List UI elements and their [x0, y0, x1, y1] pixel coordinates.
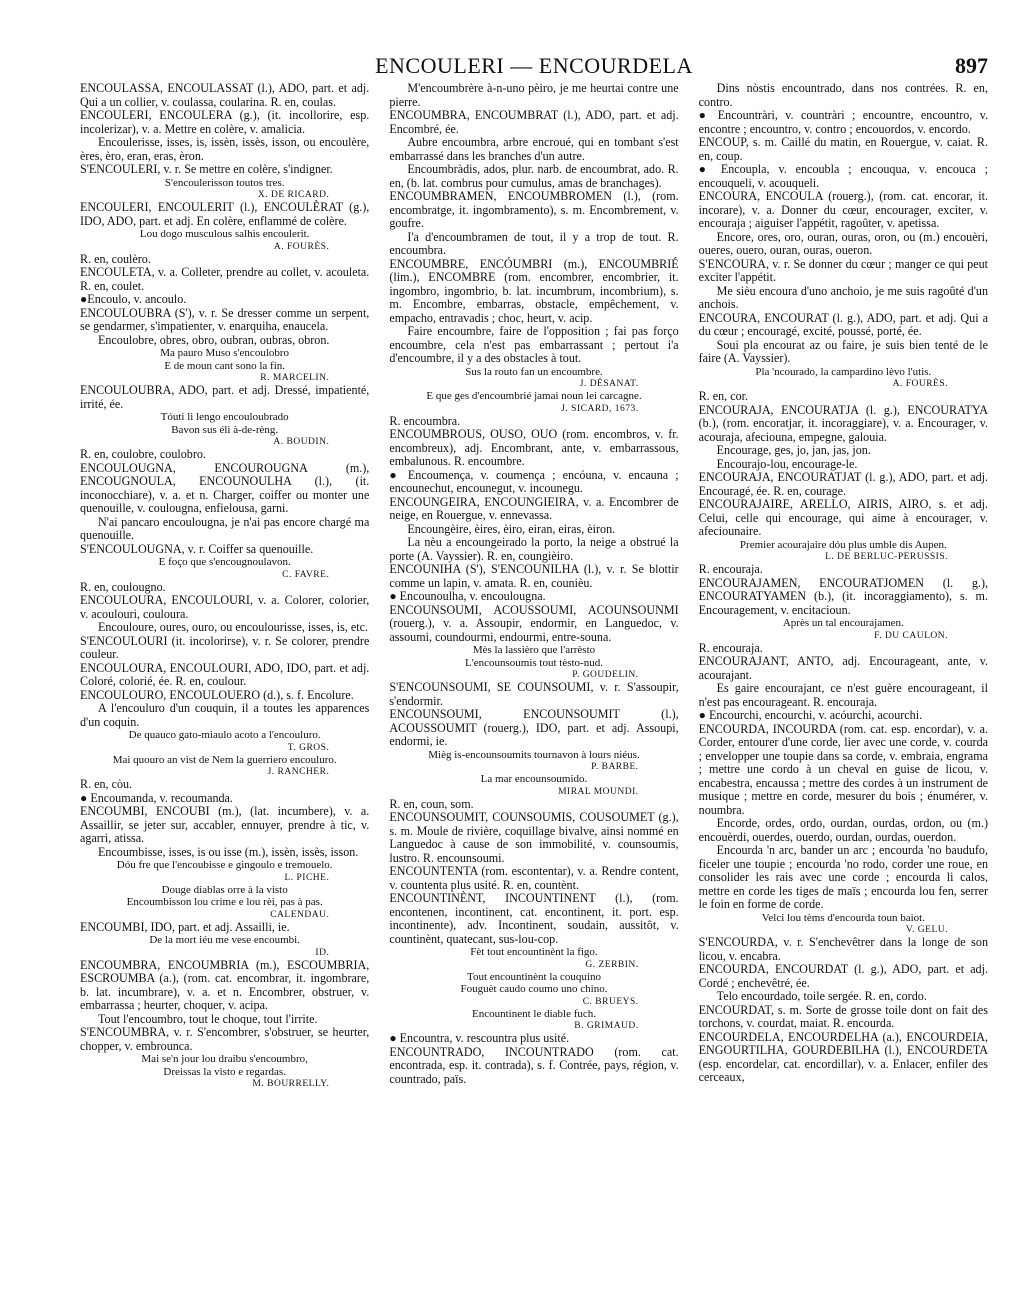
quote-author: J. RANCHER. [267, 767, 330, 777]
dictionary-entry: ● Encounoulha, v. encoulougna. [389, 589, 546, 603]
quotation-line: De la mort iéu me vese encoumbi. [149, 934, 300, 946]
running-head-title: ENCOULERI — ENCOURDELA [375, 53, 693, 78]
dictionary-entry: Me sièu encoura d'uno anchoio, je me suis ragoûté d'un anchois. [698, 283, 988, 311]
dictionary-entry: ● Encourchi, encourchi, v. acóurchi, acourchi. [698, 708, 923, 722]
dictionary-entry: ENCOUNSOUMI, ENCOUNSOUMIT (l.), ACOUSSOUMIT (rouerg.), IDO, part. et adj. Assoupi, endormi, ie. [389, 707, 679, 748]
dictionary-entry: ENCOUP, s. m. Caillé du matin, en Rouergue, v. caiat. R. en, coup. [698, 135, 988, 163]
dictionary-entry: S'ENCOULOURI (it. incolorirse), v. r. Se colorer, prendre couleur. [80, 633, 370, 661]
column-right [699, 82, 988, 1090]
quotation-line: Bavon sus éli à-de-rèng. [171, 423, 279, 436]
dictionary-entry: ENCOULOUBRA (S'), v. r. Se dresser comme un serpent, se gendarmer, s'impatienter, v. enarquiha, enaucela. [80, 305, 370, 333]
dictionary-entry: R. encouraja. [698, 640, 763, 655]
dictionary-entry: ENCOURA, ENCOULA (rouerg.), (rom. cat. encorar, it. incorare), v. a. Donner du cœur, encourager, exciter, v. encouraja ; aiguiser l'appétit, ragoûter, v. apetissa. [698, 189, 988, 230]
quotation-line: Mièg is-encounsoumits tournavon à lours niéus. [428, 748, 640, 761]
quotation-line: Encountinent le diable fuch. [471, 1007, 596, 1020]
dictionary-entry: ENCOUMBI, IDO, part. et adj. Assailli, ie. [80, 919, 290, 934]
dictionary-entry: Tout l'encoumbro, tout le choque, tout l'irrite. [98, 1011, 318, 1026]
quotation-line: Mai se'n jour lou draibu s'encoumbro, [141, 1053, 308, 1065]
quote-author: F. DU CAULON. [874, 630, 948, 641]
dictionary-entry: R. en, coulobre, coulobro. [80, 447, 206, 461]
quote-author: CALENDAU. [270, 909, 330, 920]
quotation-line: Tout encountinènt la couquino [467, 970, 601, 983]
dictionary-entry: ENCOULOURO, ENCOULOUERO (d.), s. f. Encolure. [80, 687, 354, 702]
dictionary-entry: Soui pla encourat az ou faire, je suis bien tenté de le faire (A. Vayssier). [698, 337, 988, 365]
dictionary-entry: ENCOULETA, v. a. Colleter, prendre au collet, v. acouleta. R. en, coulet. [80, 265, 370, 293]
dictionary-entry: S'ENCOUNSOUMI, SE COUNSOUMI, v. r. S'assoupir, s'endormir. [389, 680, 679, 708]
dictionary-entry: Encourda 'n arc, bander un arc ; encourda 'no baudufo, ficeler une toupie ; encourda 'no rodo, corder une roue, en consolider les rais avec une corde ; encourda li calos, mettre en corde les tiges de maïs ; encourda lou fen, serrer le foin en forme de corde. [698, 843, 988, 911]
dictionary-entry: ENCOURAJA, ENCOURATJA (l. g.), ENCOURATYA (b.), (rom. encoratjar, it. incoraggiare), v. a. Encourager, v. acouraja, afeciouna, empegne, galouia. [698, 402, 988, 444]
quote-author: P. BARBE. [591, 762, 639, 772]
quotation-line: E que ges d'encoumbrié jamai noun lei carcagne. [426, 390, 642, 402]
dictionary-entry: Encoungèire, èires, èiro, eiran, eiras, èiron. [407, 521, 616, 536]
quotation-line: Encoumbisson lou crime e lou rèi, pas à pas. [126, 896, 323, 908]
dictionary-entry: Dins nòstis encountrado, dans nos contrées. R. en, contro. [698, 82, 988, 109]
dictionary-entry: ● Encoupla, v. encoubla ; encouqua, v. encouca ; encouqueli, v. acouqueli. [698, 162, 988, 190]
running-head [80, 53, 988, 79]
quote-author: J. SICARD, 1673. [561, 403, 639, 414]
quotation-line: De quauco gato-miaulo acoto a l'encouluro. [128, 729, 321, 741]
dictionary-entry: ENCOUNGEIRA, ENCOUNGIEIRA, v. a. Encombrer de neige, en Rouergue, v. ennevassa. [389, 494, 679, 522]
quotation-line: Premier acourajaire dóu plus umble dis Aupen. [739, 538, 947, 551]
dictionary-entry: ● Encoumanda, v. recoumanda. [80, 790, 233, 805]
quote-author: M. BOURRELLY. [252, 1079, 330, 1089]
quotation-line: Fèt tout encountinènt la figo. [470, 946, 598, 958]
dictionary-entry: S'ENCOURDA, v. r. S'enchevêtrer dans la longe de son licou, v. encabra. [698, 935, 988, 963]
quote-author: V. GELU. [905, 925, 948, 935]
dictionary-entry: Encoumbisse, isses, is ou isse (m.), issèn, issès, isson. [98, 844, 359, 859]
quotation-line: E foço que s'encougnoulavon. [158, 556, 291, 568]
dictionary-entry: ENCOUNIHA (S'), S'ENCOUNILHA (l.), v. r. Se blottir comme un lapin, v. amata. R. en, counièu. [389, 562, 679, 590]
dictionary-entry: N'ai pancaro encoulougna, je n'ai pas encore chargé ma quenouille. [80, 514, 370, 542]
page-number: 897 [955, 53, 988, 78]
dictionary-entry: Aubre encoumbra, arbre encroué, qui en tombant s'est embarrassé dans les branches d'un autre. [389, 135, 679, 163]
quotation-line: Mès la lassièro que l'arrèsto [472, 644, 596, 656]
column-middle [389, 82, 678, 1090]
dictionary-entry: ENCOUMBRA, ENCOUMBRIA (m.), ESCOUMBRIA, ESCROUMBA (a.), (rom. cat. encombrar, it. ingombrare, b. lat. incumbrare), v. a. et n. Encombrer, obstruer, v. embarrassa ; heurter, choquer, v. acipa. [80, 957, 370, 1012]
dictionary-entry: R. en, coulèro. [80, 251, 151, 266]
dictionary-entry: ENCOUNTENTA (rom. escontentar), v. a. Rendre content, v. countenta plus usité. R. en, countènt. [389, 864, 679, 892]
dictionary-entry: M'encoumbrère à-n-uno pèiro, je me heurtai contre une pierre. [389, 82, 679, 109]
dictionary-entry: S'ENCOUMBRA, v. r. S'encombrer, s'obstruer, se heurter, chopper, v. embrounca. [80, 1025, 370, 1053]
quote-author: R. MARCELIN. [260, 373, 330, 383]
quote-author: B. GRIMAUD. [574, 1021, 639, 1031]
dictionary-entry: La nèu a encoungeirado la porto, la neige a obstrué la porte (A. Vayssier). R. en, coungièiro. [389, 535, 679, 563]
dictionary-entry: ENCOURDA, ENCOURDAT (l. g.), ADO, part. et adj. Cordé ; enchevêtré, ée. [698, 962, 988, 990]
dictionary-entry: ENCOULOURA, ENCOULOURI, v. a. Colorer, colorier, v. acoulouri, couloura. [80, 593, 370, 621]
quote-author: C. FAVRE. [282, 569, 330, 580]
text-columns [80, 82, 988, 1090]
dictionary-entry: Encouloure, oures, ouro, ou encoulourisse, isses, is, etc. [98, 620, 369, 634]
dictionary-entry: ENCOURDELA, ENCOURDELHA (a.), ENCOURDEIA, ENGOURTILHA, GOURDEBILHA (l.), ENCOURDETA (esp. encordelar, cat. encordillar), v. a. Enlacer, enfiler des cerceaux, [698, 1029, 988, 1084]
dictionary-entry: ENCOULERI, ENCOULERIT (l.), ENCOULÈRAT (g.), IDO, ADO, part. et adj. En colère, enflammé de colère. [80, 200, 370, 228]
quotation-line: Pla 'ncourado, la campardino lèvo l'utis. [755, 365, 932, 378]
quote-author: G. ZERBIN. [585, 959, 639, 970]
dictionary-entry: Encourage, ges, jo, jan, jas, jon. [716, 443, 871, 457]
quotation-line: Dreissas la visto e regardas. [163, 1065, 286, 1078]
dictionary-entry: ● Encoumença, v. coumença ; encóuna, v. encauna ; encounechut, encounegut, v. incounegu. [389, 467, 679, 495]
dictionary-entry: ENCOULOUBRA, ADO, part. et adj. Dressé, impatienté, irrité, ée. [80, 383, 370, 411]
quotation-line: S'encoulerisson toutos tres. [164, 176, 285, 189]
dictionary-entry: ENCOURDAT, s. m. Sorte de grosse toile dont on fait des torchons, v. courdat, maiat. R. encourda. [698, 1002, 988, 1030]
quote-author: A. FOURÈS. [273, 241, 330, 252]
dictionary-entry: ENCOUMBRA, ENCOUMBRAT (l.), ADO, part. et adj. Encombré, ée. [389, 108, 679, 136]
quotation-line: E de moun cant sono la fin. [164, 359, 285, 372]
quotation-line: Douge diablas orre à la visto [161, 883, 288, 896]
dictionary-entry: R. en, coulougno. [80, 579, 166, 594]
dictionary-entry: ENCOUMBI, ENCOUBI (m.), (lat. incumbere), v. a. Assaillir, se jeter sur, accabler, ennuyer, prendre à tic, v. agarri, atissa. [80, 804, 370, 845]
quote-author: A. FOURÈS. [892, 379, 948, 389]
dictionary-entry: Encourajo-lou, encourage-le. [716, 456, 858, 471]
quotation-line: Tóuti li lengo encouloubrado [160, 411, 289, 423]
dictionary-entry: ● Encountra, v. rescountra plus usité. [389, 1031, 570, 1045]
dictionary-entry: Encoumbràdis, ados, plur. narb. de encoumbrat, ado. R. en, (b. lat. combrus pour cumulus, amas de branchages). [389, 162, 679, 190]
dictionary-entry: ENCOURA, ENCOURAT (l. g.), ADO, part. et adj. Qui a du cœur ; encouragé, excité, poussé, porté, ée. [698, 310, 988, 338]
quotation-line: Fouguèt caudo coumo uno chino. [460, 983, 608, 995]
dictionary-entry: ENCOUMBRAMEN, ENCOUMBROMEN (l.), (rom. encombratge, it. ingombramento), s. m. Encombrement, v. goufre. [389, 189, 679, 230]
column-left [80, 82, 369, 1090]
dictionary-entry: R. en, coun, som. [389, 796, 474, 811]
dictionary-entry: ●Encoulo, v. ancoulo. [80, 292, 187, 306]
quotation-line: Mai quouro an vist de Nem la guerriero encouluro. [112, 753, 337, 766]
quote-author: T. GROS. [287, 742, 330, 753]
quote-author: L. PICHE. [284, 872, 330, 883]
dictionary-entry: ENCOURAJAIRE, ARELLO, AIRIS, AIRO, s. et adj. Celui, celle qui encourage, qui aime à encourager, v. afeciounaire. [698, 497, 988, 538]
quote-author: P. GOUDELIN. [572, 670, 639, 680]
quotation-line: L'encounsoumis tout tèsto-nud. [465, 656, 603, 669]
dictionary-entry: ENCOURAJA, ENCOURATJAT (l. g.), ADO, part. et adj. Encouragé, ée. R. en, courage. [698, 470, 988, 498]
dictionary-entry: Encore, ores, oro, ouran, ouras, oron, ou (m.) encouèri, oueres, ouero, ouran, ouras, oueron. [698, 229, 988, 257]
quote-author: MIRAL MOUNDI. [558, 786, 639, 797]
quote-author: A. BOUDIN. [273, 437, 330, 447]
dictionary-entry: R. encouraja. [698, 562, 763, 576]
quotation-line: Ma pauro Muso s'encoulobro [160, 347, 290, 359]
dictionary-entry: R. en, còu. [80, 777, 133, 791]
quote-author: J. DÉSANAT. [579, 379, 639, 389]
quotation-line: Velci lou tèms d'encourda toun baiot. [761, 911, 925, 924]
quotation-line: Sus la routo fan un encoumbre. [465, 365, 603, 378]
dictionary-entry: ● Encountràri, v. countràri ; encountre, encountro, v. encontre ; encountro, v. contro ; encouordos, v. encordo. [698, 108, 988, 136]
dictionary-entry: S'ENCOURA, v. r. Se donner du cœur ; manger ce qui peut exciter l'appétit. [698, 256, 988, 284]
dictionary-entry: ENCOUMBROUS, OUSO, OUO (rom. encombros, v. fr. encombreux), adj. Encombrant, ante, v. embarrassous, embalunous. R. encoumbre. [389, 427, 679, 468]
dictionary-entry: ENCOUNTRADO, INCOUNTRADO (rom. cat. encontrada, esp. it. contrada), s. f. Contrée, pays, région, v. countrado, païs. [389, 1044, 679, 1086]
quotation-line: Après un tal encourajamen. [782, 617, 904, 629]
dictionary-entry: ENCOURAJANT, ANTO, adj. Encourageant, ante, v. acourajant. [698, 654, 988, 682]
dictionary-entry: S'ENCOULOUGNA, v. r. Coiffer sa quenouille. [80, 541, 314, 556]
dictionary-entry: Encoulobre, obres, obro, oubran, oubras, obron. [98, 332, 330, 347]
dictionary-entry: ENCOULASSA, ENCOULASSAT (l.), ADO, part. et adj. Qui a un collier, v. coulassa, coularina. R. en, coulas. [80, 82, 370, 109]
dictionary-entry: R. encoumbra. [389, 413, 461, 428]
dictionary-entry: Encorde, ordes, ordo, ourdan, ourdas, ordon, ou (m.) encouèrdi, ouerdes, ouerdo, ourdan, ourdas, ouerdon. [698, 816, 988, 844]
quotation-line: Dóu fre que l'encoubisse e gingoulo e tremouelo. [116, 859, 333, 871]
dictionary-entry: ENCOUNSOUMIT, COUNSOUMIS, COUSOUMET (g.), s. m. Moule de rivière, coquillage bivalve, ainsi nommé en Languedoc à cause de son immobilité, v. counsoumis, lustro. R. encounsoumi. [389, 810, 679, 865]
quote-author: L. DE BERLUC-PERUSSIS. [825, 552, 948, 562]
quote-author: X. DE RICARD. [257, 190, 330, 200]
dictionary-entry: ENCOURDA, INCOURDA (rom. cat. esp. encordar), v. a. Corder, entourer d'une corde, lier avec une corde, v. courda ; envelopper une toupie dans sa corde, v. embraia, engrama ; mettre une cordo à un cheval en guise de licou, v. encabestra, encaussa ; mettre des cordes à un instrument de musique ; mettre en corde, mesurer du bois ; énumérer, v. noumbra. [698, 721, 988, 817]
dictionary-entry: ENCOULERI, ENCOULERA (g.), (it. incollorire, esp. incolerizar), v. a. Mettre en colère, v. amalicia. [80, 108, 370, 136]
dictionary-entry: S'ENCOULERI, v. r. Se mettre en colère, s'indigner. [80, 162, 333, 176]
quote-author: ID. [315, 947, 330, 958]
dictionary-entry: ENCOULOURA, ENCOULOURI, ADO, IDO, part. et adj. Coloré, colorié, ée. R. en, coulour. [80, 660, 370, 688]
dictionary-entry: Telo encourdado, toile sergée. R. en, cordo. [716, 989, 927, 1003]
quote-author: C. BRUEYS. [582, 996, 639, 1007]
dictionary-entry: ENCOUNTINÈNT, INCOUNTINENT (l.), (rom. encontenen, incontinent, cat. encontinent, it. port. esp. incontinente), adv. Incontinent, soudain, aussitôt, v. countinènt, quatecant, sus-lou-cop. [389, 891, 679, 946]
dictionary-entry: I'a d'encoumbramen de tout, il y a trop de tout. R. encoumbra. [389, 229, 679, 257]
quotation-line: La mar encounsoumido. [480, 773, 588, 785]
dictionary-entry: ENCOUNSOUMI, ACOUSSOUMI, ACOUNSOUNMI (rouerg.), v. a. Assoupir, endormir, en Languedoc, v. assoumi, coundourmi, endourmi, entre-souna. [389, 602, 679, 644]
dictionary-entry: A l'encouluro d'un couquin, il a toutes les apparences d'un coquin. [80, 701, 370, 729]
dictionary-entry: ENCOURAJAMEN, ENCOURATJOMEN (l. g.), ENCOURATYAMEN (b.), (it. incoraggiamento), s. m. Encouragement, v. encitacioun. [698, 575, 988, 617]
dictionary-entry: Es gaire encourajant, ce n'est guère encourageant, il n'est pas encourageant. R. encouraja. [698, 681, 988, 709]
quotation-line: Lou dogo musculous salhis encoulerit. [139, 228, 310, 240]
dictionary-entry: ENCOULOUGNA, ENCOUROUGNA (m.), ENCOUGNOULA, ENCOUNOULHA (l.), (it. inconocchiare), v. a. et n. Charger, coiffer ou monter une quenouille, v. coulougna, enfielousa, garni. [80, 460, 370, 515]
dictionary-entry: R. en, cor. [698, 389, 749, 403]
dictionary-entry: Encoulerisse, isses, is, issèn, issès, isson, ou encoulère, ères, èro, eran, eras, èron. [80, 135, 370, 163]
dictionary-entry: ENCOUMBRE, ENCÓUMBRI (m.), ENCOUMBRIÉ (lim.), ENCOMBRE (rom. encombrer, encombrier, it. ingombro, ingombrio, b. lat. incumbrum, incombrium), s. m. Encombre, embarras, obstacle, empêchement, v. empacho, entravadis ; choc, heurt, v. acip. [389, 256, 679, 325]
dictionary-entry: Faire encoumbre, faire de l'opposition ; fai pas forço encoumbre, cela n'est pas embarrassant ; pertout i'a d'encoumbre, il y a des obstacles à tout. [389, 324, 679, 365]
